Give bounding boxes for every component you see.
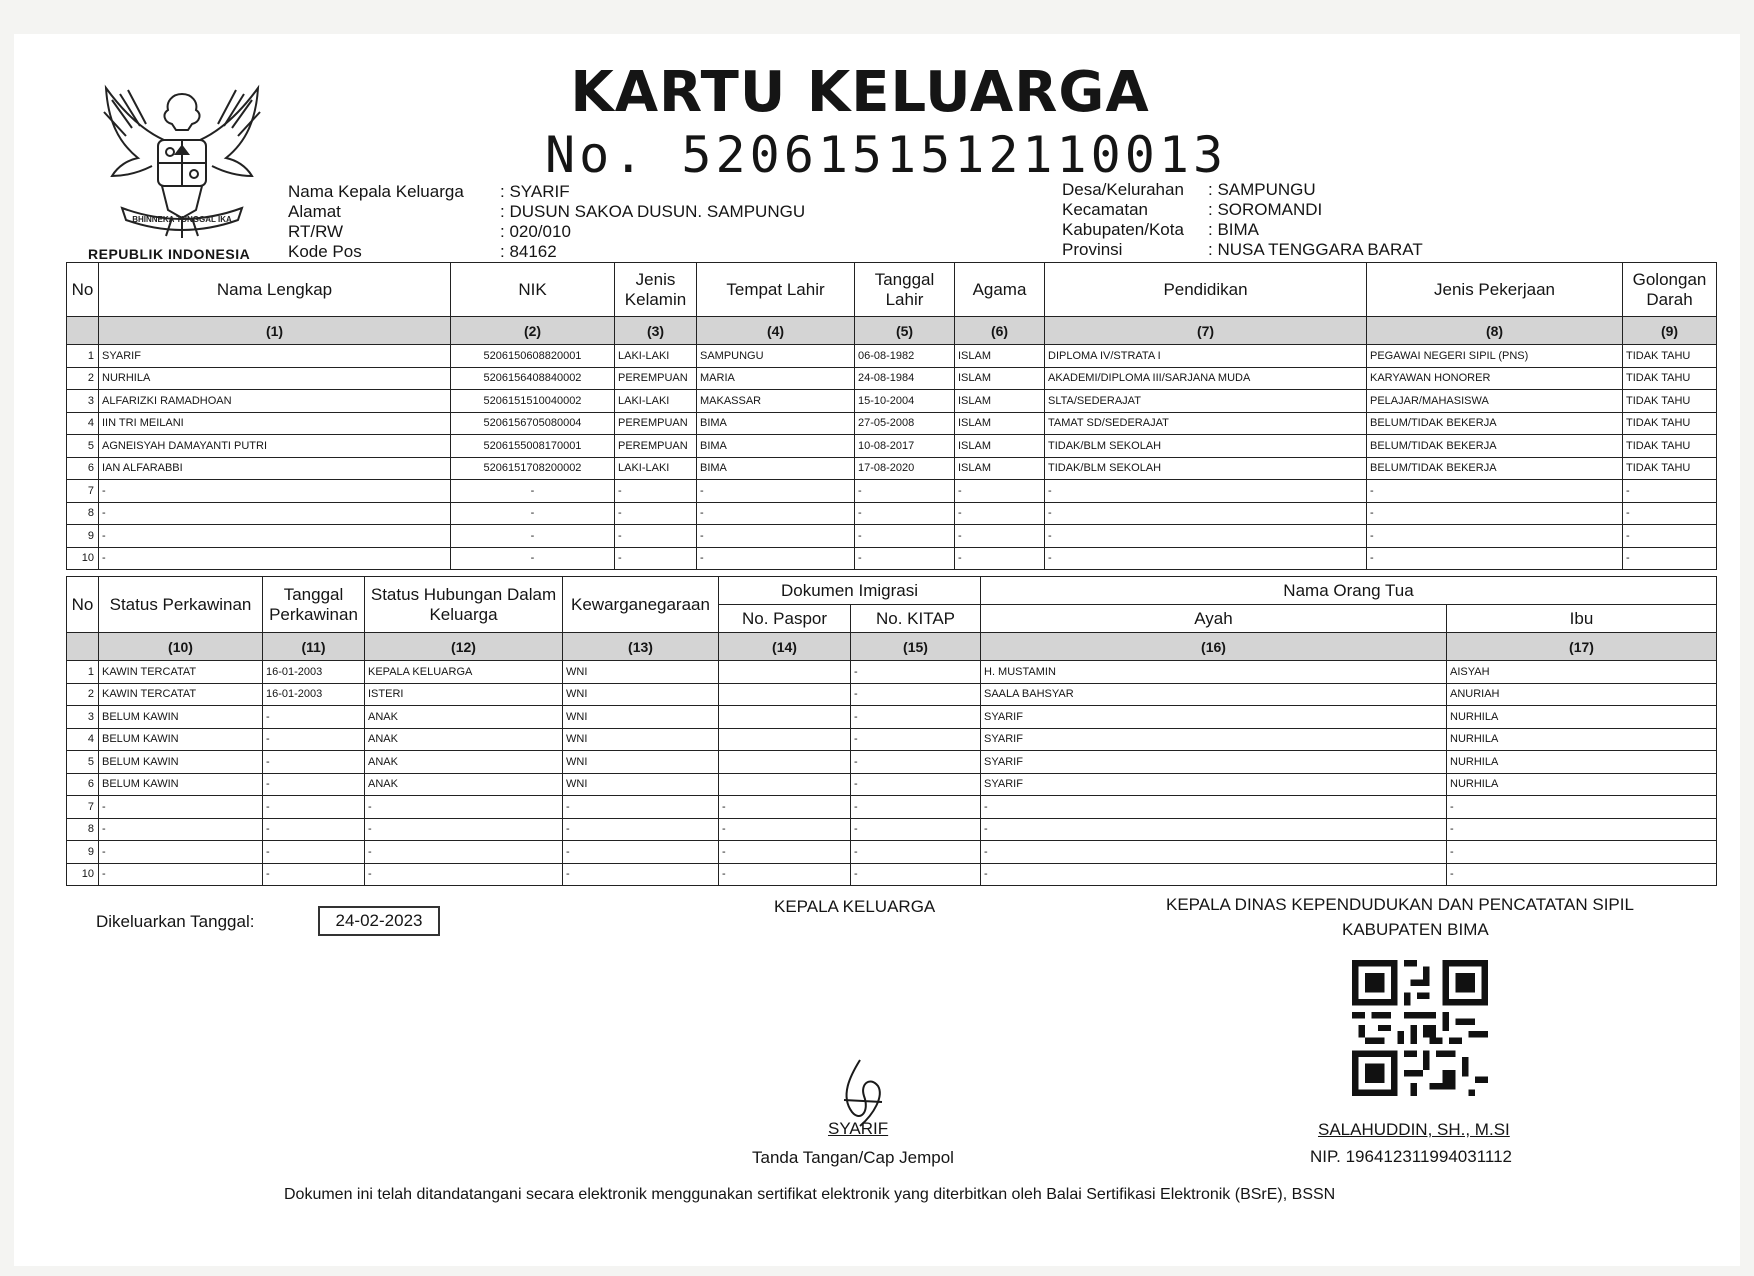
cell-tanggal-lahir: - [855,480,955,503]
cell-nama: AGNEISYAH DAMAYANTI PUTRI [99,435,451,458]
table-row [67,480,1717,503]
cell-kitap: - [851,818,981,841]
cell-pendidikan: AKADEMI/DIPLOMA III/SARJANA MUDA [1045,367,1367,390]
cell-tempat-lahir: SAMPUNGU [697,345,855,368]
cell-ayah: H. MUSTAMIN [981,661,1447,684]
cell-nama: - [99,547,451,570]
index-cell: (4) [697,317,855,345]
info-value: : BIMA [1208,220,1260,239]
cell-tanggal-perkawinan: - [263,728,365,751]
col-header-nik: NIK [451,263,615,317]
info-label: Nama Kepala Keluarga [288,182,464,201]
row-no: 10 [67,547,99,570]
cell-tanggal-lahir: - [855,502,955,525]
cell-tanggal-perkawinan: - [263,841,365,864]
info-label: Alamat [288,202,341,221]
cell-hubungan: ANAK [365,751,563,774]
cell-tanggal-lahir: 15-10-2004 [855,390,955,413]
table-row [67,683,1717,706]
cell-status-perkawinan: - [99,796,263,819]
official-name: SALAHUDDIN, SH., M.SI [1318,1120,1510,1139]
info-value: : 84162 [500,242,557,261]
cell-status-perkawinan: BELUM KAWIN [99,751,263,774]
cell-agama: ISLAM [955,457,1045,480]
issued-label: Dikeluarkan Tanggal: [96,912,255,931]
cell-nik: 5206156408840002 [451,367,615,390]
row-no: 9 [67,841,99,864]
cell-jenis-kelamin: LAKI-LAKI [615,345,697,368]
cell-ibu: - [1447,818,1717,841]
col-header-pendidikan: Pendidikan [1045,263,1367,317]
cell-hubungan: KEPALA KELUARGA [365,661,563,684]
cell-jenis-kelamin: LAKI-LAKI [615,390,697,413]
info-label: Provinsi [1062,240,1123,259]
cell-pekerjaan: - [1367,502,1623,525]
cell-agama: ISLAM [955,412,1045,435]
cell-ibu: NURHILA [1447,773,1717,796]
cell-nama: - [99,525,451,548]
cell-paspor: - [719,841,851,864]
table-row [67,796,1717,819]
cell-jenis-kelamin: LAKI-LAKI [615,457,697,480]
cell-ayah: - [981,841,1447,864]
cell-ibu: - [1447,863,1717,886]
cell-ibu: NURHILA [1447,751,1717,774]
cell-ibu: - [1447,796,1717,819]
info-value: : NUSA TENGGARA BARAT [1208,240,1423,259]
cell-tempat-lahir: - [697,502,855,525]
info-label: RT/RW [288,222,344,241]
cell-pekerjaan: - [1367,525,1623,548]
index-cell: (9) [1623,317,1717,345]
cell-tempat-lahir: - [697,480,855,503]
cell-nik: 5206150608820001 [451,345,615,368]
official-title-line2: KABUPATEN BIMA [1342,920,1489,939]
row-no: 8 [67,818,99,841]
cell-tanggal-perkawinan: - [263,796,365,819]
cell-pendidikan: - [1045,480,1367,503]
index-cell: (16) [981,633,1447,661]
cell-golongan-darah: - [1623,525,1717,548]
official-nip: NIP. 196412311994031112 [1310,1147,1512,1166]
cell-pekerjaan: BELUM/TIDAK BEKERJA [1367,435,1623,458]
cell-kitap: - [851,683,981,706]
cell-hubungan: - [365,841,563,864]
col-header-dokumen-imigrasi: Dokumen Imigrasi [719,577,981,605]
col-header-kitap: No. KITAP [851,605,981,633]
table-row [67,661,1717,684]
cell-ibu: ANURIAH [1447,683,1717,706]
cell-pendidikan: TAMAT SD/SEDERAJAT [1045,412,1367,435]
cell-pekerjaan: BELUM/TIDAK BEKERJA [1367,412,1623,435]
cell-tempat-lahir: BIMA [697,457,855,480]
cell-tanggal-lahir: - [855,525,955,548]
info-value: : DUSUN SAKOA DUSUN. SAMPUNGU [500,202,806,221]
cell-tanggal-perkawinan: 16-01-2003 [263,661,365,684]
cell-tanggal-lahir: 10-08-2017 [855,435,955,458]
cell-nik: - [451,547,615,570]
index-cell: (11) [263,633,365,661]
cell-status-perkawinan: BELUM KAWIN [99,706,263,729]
cell-tempat-lahir: BIMA [697,412,855,435]
row-no: 5 [67,751,99,774]
index-cell: (15) [851,633,981,661]
cell-golongan-darah: - [1623,502,1717,525]
cell-tanggal-lahir: - [855,547,955,570]
table-row [67,547,1717,570]
table-row [67,390,1717,413]
cell-kitap: - [851,706,981,729]
row-no: 9 [67,525,99,548]
cell-status-perkawinan: - [99,841,263,864]
cell-agama: - [955,480,1045,503]
cell-tanggal-lahir: 06-08-1982 [855,345,955,368]
col-header-no: No [67,577,99,633]
table-row [67,457,1717,480]
cell-paspor: - [719,863,851,886]
cell-ayah: SYARIF [981,706,1447,729]
cell-tanggal-perkawinan: - [263,751,365,774]
cell-paspor [719,728,851,751]
cell-tanggal-perkawinan: - [263,818,365,841]
cell-golongan-darah: TIDAK TAHU [1623,412,1717,435]
cell-pendidikan: TIDAK/BLM SEKOLAH [1045,435,1367,458]
info-value: : 020/010 [500,222,571,241]
cell-kitap: - [851,773,981,796]
row-no: 4 [67,728,99,751]
cell-agama: ISLAM [955,345,1045,368]
cell-status-perkawinan: KAWIN TERCATAT [99,661,263,684]
col-header-agama: Agama [955,263,1045,317]
cell-nama: - [99,502,451,525]
cell-kewarganegaraan: WNI [563,751,719,774]
cell-pekerjaan: BELUM/TIDAK BEKERJA [1367,457,1623,480]
cell-golongan-darah: TIDAK TAHU [1623,457,1717,480]
cell-kitap: - [851,863,981,886]
row-no: 7 [67,796,99,819]
cell-ayah: - [981,796,1447,819]
family-status-table [66,576,1717,886]
cell-nama: IAN ALFARABBI [99,457,451,480]
cell-tanggal-perkawinan: - [263,773,365,796]
cell-kitap: - [851,796,981,819]
cell-jenis-kelamin: - [615,525,697,548]
col-header-jenis-kelamin: Jenis Kelamin [615,263,697,317]
cell-kewarganegaraan: WNI [563,706,719,729]
index-cell: (13) [563,633,719,661]
cell-hubungan: - [365,796,563,819]
cell-tempat-lahir: BIMA [697,435,855,458]
col-header-status-perkawinan: Status Perkawinan [99,577,263,633]
cell-nik: - [451,480,615,503]
cell-hubungan: - [365,863,563,886]
info-label: Kode Pos [288,242,362,261]
cell-hubungan: - [365,818,563,841]
cell-status-perkawinan: - [99,818,263,841]
official-title-line1: KEPALA DINAS KEPENDUDUKAN DAN PENCATATAN SIPIL [1166,895,1634,914]
garuda-emblem-icon [92,80,272,246]
index-cell: (5) [855,317,955,345]
cell-paspor: - [719,818,851,841]
cell-nama: ALFARIZKI RAMADHOAN [99,390,451,413]
cell-tanggal-perkawinan: - [263,863,365,886]
issued-date: 24-02-2023 [318,906,440,936]
cell-golongan-darah: - [1623,547,1717,570]
page-title: KARTU KELUARGA [570,60,1150,125]
row-no: 2 [67,367,99,390]
cell-status-perkawinan: BELUM KAWIN [99,728,263,751]
cell-status-perkawinan: KAWIN TERCATAT [99,683,263,706]
cell-jenis-kelamin: PEREMPUAN [615,412,697,435]
cell-kewarganegaraan: - [563,863,719,886]
cell-hubungan: ISTERI [365,683,563,706]
row-no: 6 [67,457,99,480]
cell-pendidikan: DIPLOMA IV/STRATA I [1045,345,1367,368]
cell-ayah: SYARIF [981,728,1447,751]
cell-tanggal-lahir: 24-08-1984 [855,367,955,390]
col-header-nama-orang-tua: Nama Orang Tua [981,577,1717,605]
cell-golongan-darah: TIDAK TAHU [1623,367,1717,390]
table-row [67,863,1717,886]
cell-ayah: SYARIF [981,773,1447,796]
info-value: : SYARIF [500,182,570,201]
row-no: 2 [67,683,99,706]
col-header-pekerjaan: Jenis Pekerjaan [1367,263,1623,317]
index-cell: (1) [99,317,451,345]
cell-agama: - [955,547,1045,570]
cell-paspor [719,751,851,774]
cell-pekerjaan: - [1367,480,1623,503]
cell-hubungan: ANAK [365,728,563,751]
table-row [67,818,1717,841]
cell-kitap: - [851,728,981,751]
index-cell: (8) [1367,317,1623,345]
cell-hubungan: ANAK [365,773,563,796]
row-no: 8 [67,502,99,525]
cell-ibu: AISYAH [1447,661,1717,684]
row-no: 4 [67,412,99,435]
cell-pekerjaan: PELAJAR/MAHASISWA [1367,390,1623,413]
cell-ibu: - [1447,841,1717,864]
cell-nama: NURHILA [99,367,451,390]
col-header-hubungan: Status Hubungan Dalam Keluarga [365,577,563,633]
cell-golongan-darah: TIDAK TAHU [1623,345,1717,368]
family-members-table [66,262,1717,570]
col-header-nama: Nama Lengkap [99,263,451,317]
emblem-motto: BHINNEKA TUNGGAL IKA [132,215,232,224]
col-header-tanggal-lahir: Tanggal Lahir [855,263,955,317]
cell-tanggal-perkawinan: 16-01-2003 [263,683,365,706]
cell-nama: - [99,480,451,503]
index-cell: (17) [1447,633,1717,661]
cell-paspor [719,683,851,706]
cell-agama: ISLAM [955,435,1045,458]
cell-tempat-lahir: MAKASSAR [697,390,855,413]
cell-hubungan: ANAK [365,706,563,729]
cell-paspor: - [719,796,851,819]
col-header-paspor: No. Paspor [719,605,851,633]
cell-agama: - [955,525,1045,548]
kk-number: No. 5206151512110013 [545,126,1228,184]
cell-jenis-kelamin: - [615,480,697,503]
cell-jenis-kelamin: - [615,547,697,570]
head-of-family-title: KEPALA KELUARGA [774,897,936,916]
cell-paspor [719,773,851,796]
cell-jenis-kelamin: PEREMPUAN [615,367,697,390]
info-value: : SOROMANDI [1208,200,1323,219]
row-no: 1 [67,661,99,684]
cell-nik: 5206155008170001 [451,435,615,458]
row-no: 3 [67,390,99,413]
cell-pendidikan: - [1045,525,1367,548]
cell-kitap: - [851,661,981,684]
cell-tempat-lahir: MARIA [697,367,855,390]
head-of-family-name: SYARIF [828,1119,889,1138]
cell-tanggal-lahir: 27-05-2008 [855,412,955,435]
row-no: 6 [67,773,99,796]
cell-agama: - [955,502,1045,525]
row-no: 7 [67,480,99,503]
cell-jenis-kelamin: - [615,502,697,525]
table-row [67,525,1717,548]
cell-kewarganegaraan: - [563,796,719,819]
cell-pendidikan: - [1045,547,1367,570]
cell-kewarganegaraan: WNI [563,661,719,684]
cell-ibu: NURHILA [1447,706,1717,729]
signature-caption: Tanda Tangan/Cap Jempol [752,1148,954,1167]
col-header-kewarganegaraan: Kewarganegaraan [563,577,719,633]
cell-golongan-darah: TIDAK TAHU [1623,390,1717,413]
cell-ayah: SAALA BAHSYAR [981,683,1447,706]
cell-pendidikan: - [1045,502,1367,525]
household-info-right [1062,180,1562,262]
col-header-tempat-lahir: Tempat Lahir [697,263,855,317]
cell-kewarganegaraan: WNI [563,773,719,796]
cell-pekerjaan: PEGAWAI NEGERI SIPIL (PNS) [1367,345,1623,368]
cell-tanggal-lahir: 17-08-2020 [855,457,955,480]
cell-nik: - [451,525,615,548]
cell-tanggal-perkawinan: - [263,706,365,729]
col-header-ayah: Ayah [981,605,1447,633]
cell-paspor [719,706,851,729]
cell-pendidikan: SLTA/SEDERAJAT [1045,390,1367,413]
row-no: 1 [67,345,99,368]
table-row [67,706,1717,729]
index-cell: (7) [1045,317,1367,345]
index-cell: (14) [719,633,851,661]
table-row [67,412,1717,435]
cell-pendidikan: TIDAK/BLM SEKOLAH [1045,457,1367,480]
cell-ibu: NURHILA [1447,728,1717,751]
col-header-ibu: Ibu [1447,605,1717,633]
cell-kitap: - [851,841,981,864]
disclaimer-text: Dokumen ini telah ditandatangani secara elektronik menggunakan sertifikat elektronik yang diterbitkan oleh Balai Sertifikasi Elektronik (BSrE), BSSN [284,1186,1336,1203]
cell-agama: ISLAM [955,390,1045,413]
cell-pekerjaan: - [1367,547,1623,570]
cell-kewarganegaraan: WNI [563,728,719,751]
cell-status-perkawinan: BELUM KAWIN [99,773,263,796]
index-cell: (3) [615,317,697,345]
row-no: 3 [67,706,99,729]
col-header-golongan-darah: Golongan Darah [1623,263,1717,317]
cell-golongan-darah: TIDAK TAHU [1623,435,1717,458]
table-row [67,773,1717,796]
info-label: Desa/Kelurahan [1062,180,1184,199]
cell-nama: IIN TRI MEILANI [99,412,451,435]
info-label: Kecamatan [1062,200,1148,219]
cell-golongan-darah: - [1623,480,1717,503]
index-cell: (2) [451,317,615,345]
row-no: 5 [67,435,99,458]
cell-nik: 5206156705080004 [451,412,615,435]
household-info-left [288,182,848,264]
cell-nik: 5206151708200002 [451,457,615,480]
cell-nama: SYARIF [99,345,451,368]
cell-jenis-kelamin: PEREMPUAN [615,435,697,458]
cell-paspor [719,661,851,684]
cell-agama: ISLAM [955,367,1045,390]
cell-tempat-lahir: - [697,547,855,570]
index-cell [67,317,99,345]
index-cell: (6) [955,317,1045,345]
cell-kewarganegaraan: - [563,841,719,864]
cell-nik: - [451,502,615,525]
cell-kewarganegaraan: WNI [563,683,719,706]
col-header-tanggal-perkawinan: Tanggal Perkawinan [263,577,365,633]
table-row [67,728,1717,751]
cell-pekerjaan: KARYAWAN HONORER [1367,367,1623,390]
index-cell [67,633,99,661]
col-header-no: No [67,263,99,317]
info-value: : SAMPUNGU [1208,180,1316,199]
table-row [67,841,1717,864]
index-cell: (10) [99,633,263,661]
table-row [67,367,1717,390]
cell-status-perkawinan: - [99,863,263,886]
cell-kitap: - [851,751,981,774]
index-cell: (12) [365,633,563,661]
table-row [67,751,1717,774]
republik-indonesia-label: REPUBLIK INDONESIA [88,246,251,262]
qr-code-icon [1352,960,1488,1096]
cell-tempat-lahir: - [697,525,855,548]
table-row [67,345,1717,368]
info-label: Kabupaten/Kota [1062,220,1184,239]
cell-ayah: SYARIF [981,751,1447,774]
cell-ayah: - [981,818,1447,841]
cell-nik: 5206151510040002 [451,390,615,413]
cell-kewarganegaraan: - [563,818,719,841]
table-row [67,435,1717,458]
table-row [67,502,1717,525]
row-no: 10 [67,863,99,886]
cell-ayah: - [981,863,1447,886]
